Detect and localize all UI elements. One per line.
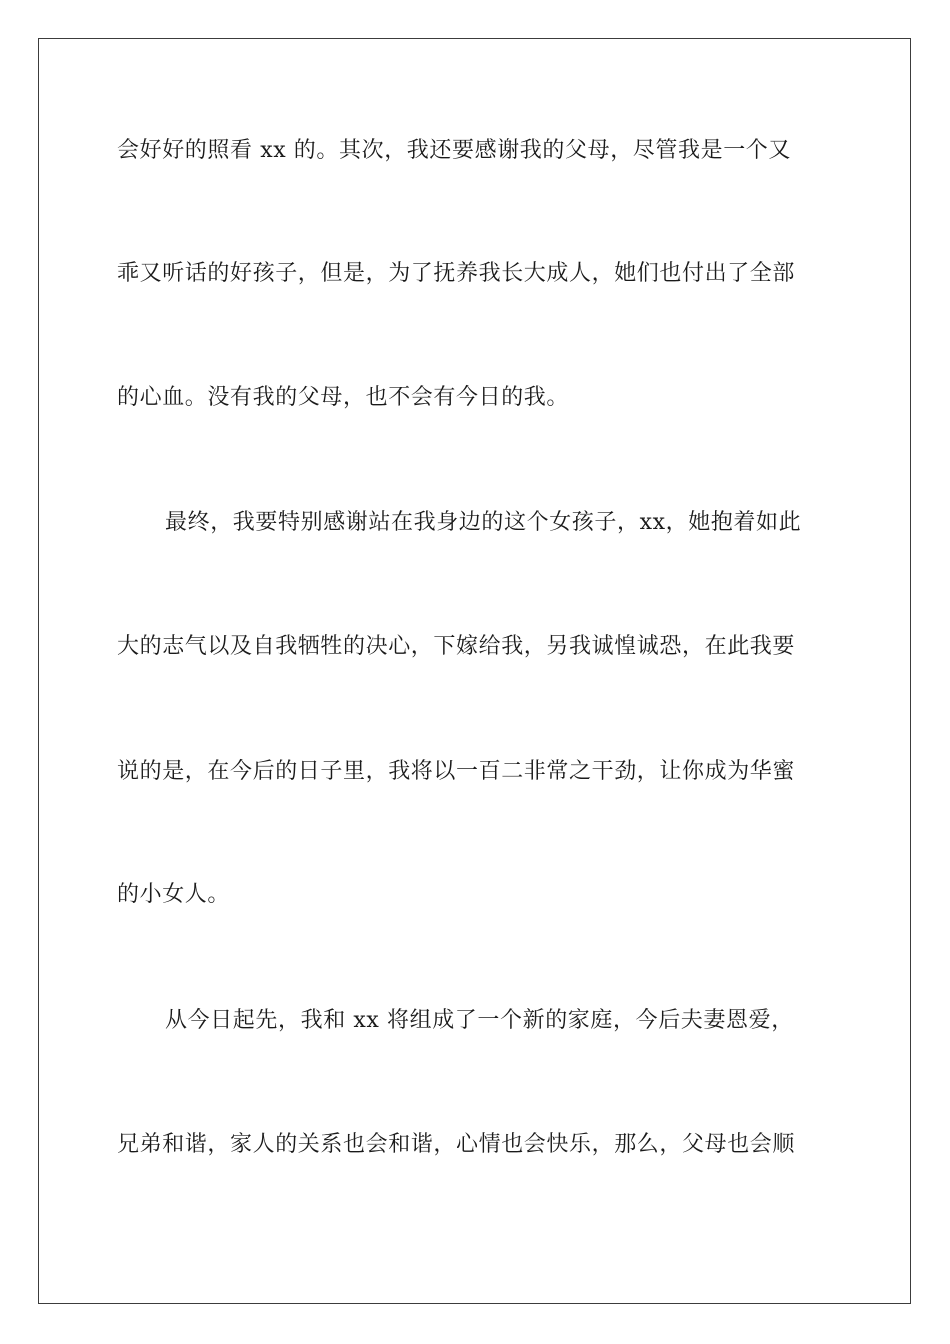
text-line-9: 兄弟和谐，家人的关系也会和谐，心情也会快乐，那么，父母也会顺 (117, 1132, 796, 1157)
page-frame (38, 38, 911, 1304)
text-line-8: 从今日起先，我和 xx 将组成了一个新的家庭，今后夫妻恩爱， (165, 1008, 794, 1033)
text-line-5: 大的志气以及自我牺牲的决心，下嫁给我，另我诚惶诚恐，在此我要 (117, 634, 796, 659)
text-line-3: 的心血。没有我的父母，也不会有今日的我。 (117, 385, 570, 410)
text-line-6: 说的是，在今后的日子里，我将以一百二非常之干劲，让你成为华蜜 (117, 759, 796, 784)
text-line-1: 会好好的照看 xx 的。其次，我还要感谢我的父母，尽管我是一个又 (117, 138, 792, 163)
text-line-7: 的小女人。 (117, 882, 231, 907)
text-line-4: 最终，我要特别感谢站在我身边的这个女孩子，xx，她抱着如此 (165, 510, 802, 535)
text-line-2: 乖又听话的好孩子，但是，为了抚养我长大成人，她们也付出了全部 (117, 261, 796, 286)
